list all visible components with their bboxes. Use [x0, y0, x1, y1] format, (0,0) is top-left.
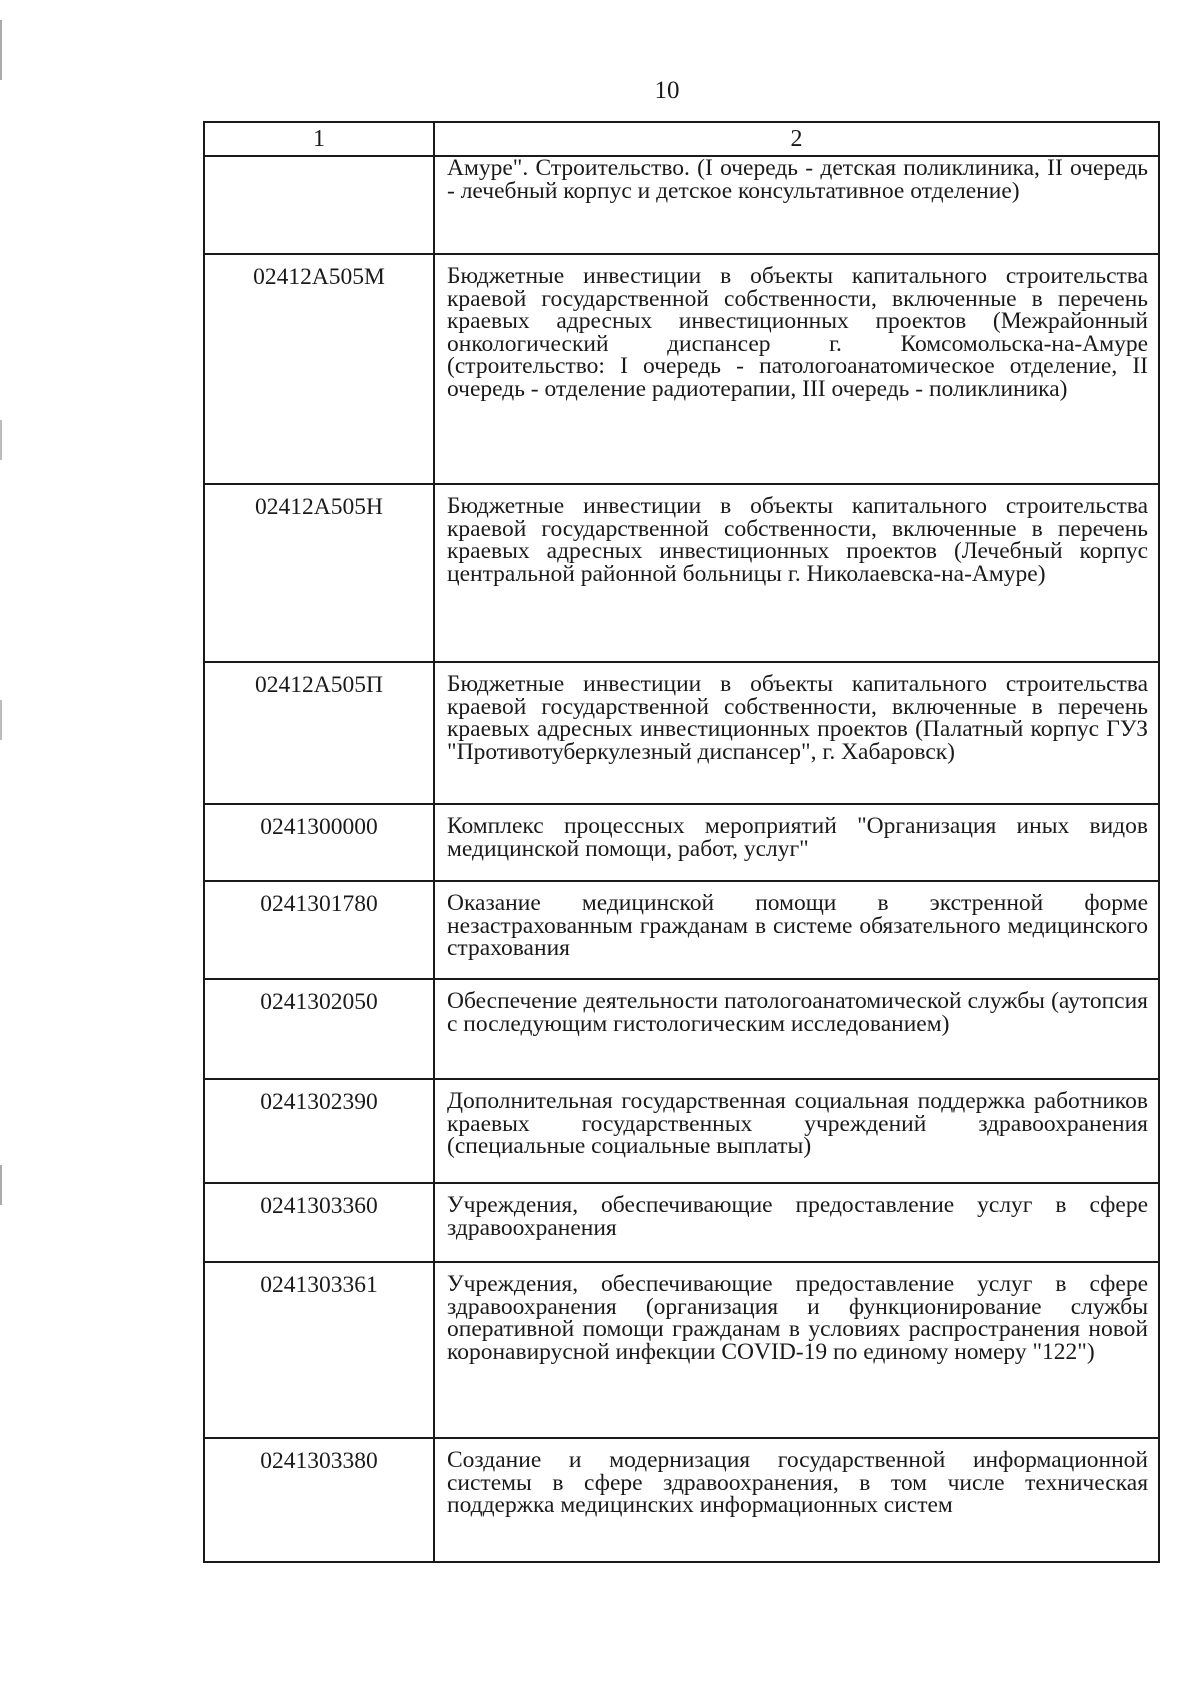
row-description: Бюджетные инвестиции в объекты капитального строительства краевой государственной собственности, включенные в перечень краевых адресных инвестиционных проектов (Палатный корпус ГУЗ "Противотуберкулезный диспансер", г. Хабаровск): [434, 662, 1159, 804]
table-row: [204, 1262, 1159, 1438]
table-row: [204, 804, 1159, 881]
row-code: 0241303361: [204, 1262, 434, 1438]
row-description: Учреждения, обеспечивающие предоставление услуг в сфере здравоохранения: [434, 1183, 1159, 1262]
table-row: [204, 979, 1159, 1079]
table-row: [204, 484, 1159, 662]
table-row: [204, 1079, 1159, 1183]
row-code: 0241302050: [204, 979, 434, 1079]
row-description: Комплекс процессных мероприятий "Организация иных видов медицинской помощи, работ, услуг": [434, 804, 1159, 881]
scan-mark: [0, 420, 2, 460]
table-row: [204, 662, 1159, 804]
table-row: [204, 156, 1159, 254]
table-row: [204, 1183, 1159, 1262]
scan-mark: [0, 700, 2, 740]
column-header-1: 1: [204, 122, 434, 156]
column-header-2: 2: [434, 122, 1159, 156]
row-description: Дополнительная государственная социальная поддержка работников краевых государственных учреждений здравоохранения (специальные социальные выплаты): [434, 1079, 1159, 1183]
row-code: 0241302390: [204, 1079, 434, 1183]
budget-classification-table: [203, 121, 1160, 1563]
row-code: 0241303380: [204, 1438, 434, 1562]
row-code: 0241300000: [204, 804, 434, 881]
scan-mark: [0, 20, 2, 80]
row-code: [204, 156, 434, 254]
table-row: [204, 254, 1159, 484]
table-row: [204, 1438, 1159, 1562]
row-description: Учреждения, обеспечивающие предоставление услуг в сфере здравоохранения (организация и функционирование службы оперативной помощи гражданам в условиях распространения новой коронавирусной инфекции COVID-19 по единому номеру "122"): [434, 1262, 1159, 1438]
table-row: [204, 881, 1159, 979]
page-number: 10: [654, 77, 680, 104]
row-code: 02412A505M: [204, 254, 434, 484]
row-description: Обеспечение деятельности патологоанатомической службы (аутопсия с последующим гистологическим исследованием): [434, 979, 1159, 1079]
scan-mark: [0, 1165, 2, 1205]
row-code: 02412A505П: [204, 662, 434, 804]
row-code: 0241303360: [204, 1183, 434, 1262]
row-description: Бюджетные инвестиции в объекты капитального строительства краевой государственной собственности, включенные в перечень краевых адресных инвестиционных проектов (Лечебный корпус центральной районной больницы г. Николаевска-на-Амуре): [434, 484, 1159, 662]
row-description: Бюджетные инвестиции в объекты капитального строительства краевой государственной собственности, включенные в перечень краевых адресных инвестиционных проектов (Межрайонный онкологический диспансер г. Комсомольска-на-Амуре (строительство: I очередь - патологоанатомическое отделение, II очередь - отделение радиотерапии, III очередь - поликлиника): [434, 254, 1159, 484]
row-code: 02412A505H: [204, 484, 434, 662]
table-header-row: [204, 122, 1159, 156]
row-code: 0241301780: [204, 881, 434, 979]
row-description: Оказание медицинской помощи в экстренной форме незастрахованным гражданам в системе обязательного медицинского страхования: [434, 881, 1159, 979]
row-description: Создание и модернизация государственной информационной системы в сфере здравоохранения, в том числе техническая поддержка медицинских информационных систем: [434, 1438, 1159, 1562]
row-description: Амуре". Строительство. (I очередь - детская поликлиника, II очередь - лечебный корпус и детское консультативное отделение): [434, 156, 1159, 254]
